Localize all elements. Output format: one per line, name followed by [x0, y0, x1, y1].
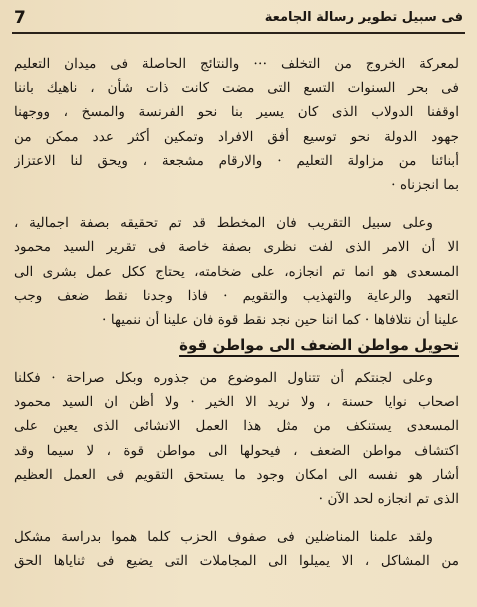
text-line: المسعدى هو انما تم انجازه، على ضخامته، يحتاج ككل عمل بشرى الى	[14, 263, 459, 280]
text-line: فى بحر السنوات التسع التى مضت كانت ذات شأن ، ناهيك باننا	[14, 80, 459, 97]
text-line: وعلى سبيل التقريب فان المخطط قد تم تحقيقه بصفة اجمالية ،	[14, 215, 433, 232]
paragraph-gap	[14, 511, 459, 525]
text-line: المسعدى يستنكف من مثل هذا العمل الانشائى الذى يعين على	[14, 418, 459, 435]
body-text	[14, 52, 459, 574]
page-number: 7	[14, 8, 26, 28]
text-line: من المشاكل ، الا يميلوا الى المجاملات التى يضيع فى ثناياها الحق	[14, 553, 459, 570]
text-line: علينا أن نتلافاها ⋅ كما اننا حين نجد نقط قوة فان علينا أن ننميها ⋅	[101, 311, 459, 328]
section-heading: تحويل مواطن الضعف الى مواطن قوة	[179, 336, 459, 357]
text-line: ولقد علمنا المناضلين فى صفوف الحزب كلما هموا بدراسة مشكل	[14, 529, 433, 546]
text-line: اوقفنا الدولاب الذى كان يسير بنا نحو الفرنسة والمسخ ، ووجهنا	[14, 104, 459, 121]
paragraph	[14, 525, 459, 573]
text-line: الذى تم انجازه لحد الآن ⋅	[318, 491, 459, 507]
text-line: اصحاب نوايا حسنة ، ولا نريد الا الخير ⋅ ولا أظن ان السيد محمود	[14, 394, 459, 411]
text-line: الا أن الامر الذى لفت نظرى بصفة خاصة فى تقرير السيد محمود	[14, 239, 459, 256]
section-heading-block	[14, 332, 459, 366]
text-line: وعلى لجنتكم أن تتناول الموضوع من جذوره وبكل صراحة ⋅ فكلنا	[14, 370, 433, 387]
paragraph	[14, 211, 459, 332]
text-line: بما انجزناه ⋅	[391, 176, 459, 193]
text-line: أبنائنا من مزاولة التعليم ⋅ والارقام مشجعة ، ويحق لنا الاعتزاز	[14, 152, 459, 169]
text-line: لمعركة الخروج من التخلف ⋅⋅⋅ والنتائج الحاصلة فى ميدان التعليم	[14, 56, 459, 72]
text-line: أشار هو نفسه الى امكان وجود ما يستحق التقويم فى العمل العظيم	[14, 466, 459, 483]
paragraph-gap	[14, 197, 459, 211]
paragraph	[14, 366, 459, 511]
running-title: فى سبيل تطوير رسالة الجامعة	[264, 10, 463, 25]
text-line: اكتشاف مواطن الضعف ، فيحولها الى مواطن قوة ، لا سيما وقد	[14, 442, 459, 459]
page-header	[12, 6, 463, 32]
text-line: جهود الدولة نحو توسيع أفق الافراد وتمكين أكثر عدد ممكن من	[14, 128, 459, 145]
header-rule	[12, 32, 465, 34]
text-line: التعهد والرعاية والتهذيب والتقويم ⋅ فاذا وجدنا نقط ضعف وجب	[14, 287, 459, 304]
paragraph	[14, 52, 459, 197]
